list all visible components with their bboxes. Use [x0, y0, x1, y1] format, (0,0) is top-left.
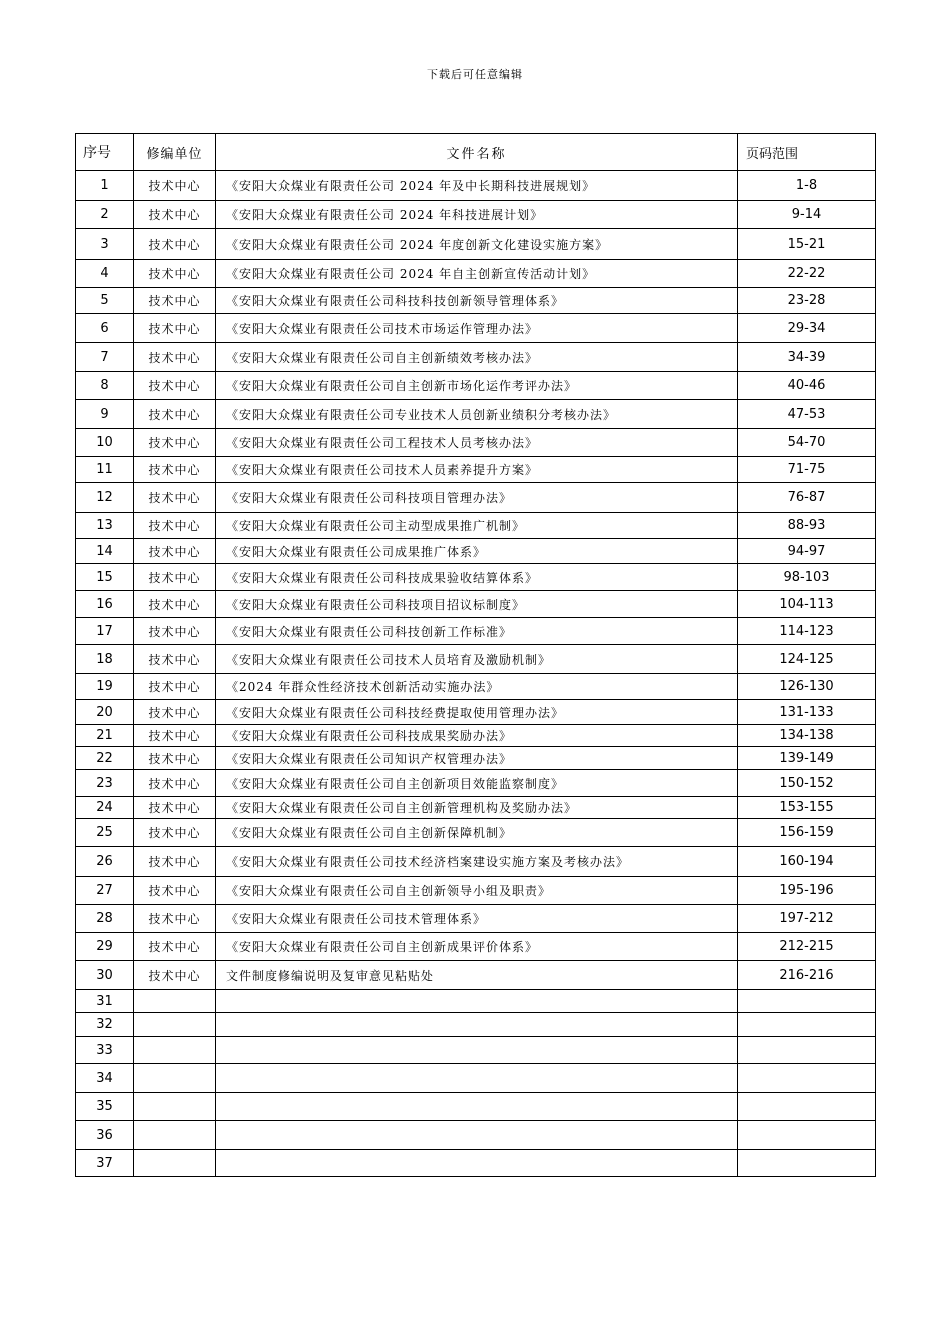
row-serial-number: 15: [76, 564, 134, 591]
row-document-name: 《安阳大众煤业有限责任公司自主创新领导小组及职责》: [216, 877, 738, 905]
row-revising-unit: 技术中心: [134, 171, 216, 201]
header-serial-number: 序号: [76, 134, 134, 171]
row-serial-number: 28: [76, 905, 134, 933]
row-revising-unit: [134, 1093, 216, 1121]
row-page-range: 150-152: [738, 770, 876, 797]
row-document-name: 《安阳大众煤业有限责任公司自主创新项目效能监察制度》: [216, 770, 738, 797]
row-document-name: 《安阳大众煤业有限责任公司成果推广体系》: [216, 539, 738, 564]
row-document-name: 《安阳大众煤业有限责任公司工程技术人员考核办法》: [216, 429, 738, 457]
row-serial-number: 21: [76, 725, 134, 747]
row-revising-unit: 技术中心: [134, 961, 216, 990]
row-page-range: 54-70: [738, 429, 876, 457]
row-document-name: 《安阳大众煤业有限责任公司科技经费提取使用管理办法》: [216, 700, 738, 725]
row-serial-number: 19: [76, 674, 134, 700]
table-row: [76, 905, 876, 933]
row-document-name: 《2024 年群众性经济技术创新活动实施办法》: [216, 674, 738, 700]
row-serial-number: 7: [76, 343, 134, 372]
row-revising-unit: 技术中心: [134, 429, 216, 457]
row-document-name: [216, 1064, 738, 1093]
row-page-range: [738, 1121, 876, 1150]
row-revising-unit: 技术中心: [134, 847, 216, 877]
row-document-name: 《安阳大众煤业有限责任公司科技创新工作标准》: [216, 618, 738, 645]
table-row: [76, 1037, 876, 1064]
row-serial-number: 23: [76, 770, 134, 797]
row-document-name: 《安阳大众煤业有限责任公司科技成果验收结算体系》: [216, 564, 738, 591]
row-page-range: 9-14: [738, 201, 876, 229]
table-row: [76, 797, 876, 819]
row-document-name: 《安阳大众煤业有限责任公司技术市场运作管理办法》: [216, 314, 738, 343]
row-document-name: 《安阳大众煤业有限责任公司自主创新成果评价体系》: [216, 933, 738, 961]
row-revising-unit: 技术中心: [134, 513, 216, 539]
row-serial-number: 2: [76, 201, 134, 229]
table-row: [76, 819, 876, 847]
row-serial-number: 33: [76, 1037, 134, 1064]
table-row: [76, 618, 876, 645]
row-revising-unit: 技术中心: [134, 797, 216, 819]
row-document-name: [216, 1013, 738, 1037]
row-serial-number: 30: [76, 961, 134, 990]
table-row: [76, 990, 876, 1013]
row-page-range: 216-216: [738, 961, 876, 990]
row-revising-unit: 技术中心: [134, 747, 216, 770]
table-row: [76, 877, 876, 905]
row-document-name: 《安阳大众煤业有限责任公司 2024 年度创新文化建设实施方案》: [216, 229, 738, 260]
table-row: [76, 564, 876, 591]
table-row: [76, 314, 876, 343]
row-page-range: 104-113: [738, 591, 876, 618]
row-document-name: 《安阳大众煤业有限责任公司科技科技创新领导管理体系》: [216, 288, 738, 314]
table-row: [76, 343, 876, 372]
row-document-name: 《安阳大众煤业有限责任公司技术人员培育及激励机制》: [216, 645, 738, 674]
row-revising-unit: [134, 1121, 216, 1150]
row-document-name: 《安阳大众煤业有限责任公司主动型成果推广机制》: [216, 513, 738, 539]
row-revising-unit: 技术中心: [134, 372, 216, 400]
row-page-range: 47-53: [738, 400, 876, 429]
table-row: [76, 513, 876, 539]
row-serial-number: 25: [76, 819, 134, 847]
row-page-range: [738, 1150, 876, 1177]
row-revising-unit: [134, 990, 216, 1013]
row-revising-unit: 技术中心: [134, 933, 216, 961]
row-document-name: [216, 1037, 738, 1064]
row-serial-number: 24: [76, 797, 134, 819]
table-row: [76, 260, 876, 288]
row-page-range: 134-138: [738, 725, 876, 747]
row-document-name: 《安阳大众煤业有限责任公司技术经济档案建设实施方案及考核办法》: [216, 847, 738, 877]
row-page-range: 126-130: [738, 674, 876, 700]
header-document-name: 文件名称: [216, 134, 738, 171]
table-row: [76, 429, 876, 457]
table-row: [76, 591, 876, 618]
table-row: [76, 1150, 876, 1177]
table-row: [76, 961, 876, 990]
header-page-range: 页码范围: [738, 134, 876, 171]
row-revising-unit: [134, 1037, 216, 1064]
table-row: [76, 747, 876, 770]
row-serial-number: 32: [76, 1013, 134, 1037]
row-page-range: 114-123: [738, 618, 876, 645]
table-row: [76, 483, 876, 513]
table-row: [76, 770, 876, 797]
row-page-range: 1-8: [738, 171, 876, 201]
row-serial-number: 9: [76, 400, 134, 429]
row-document-name: 《安阳大众煤业有限责任公司技术人员素养提升方案》: [216, 457, 738, 483]
row-document-name: 《安阳大众煤业有限责任公司科技项目管理办法》: [216, 483, 738, 513]
row-page-range: [738, 1037, 876, 1064]
row-document-name: 《安阳大众煤业有限责任公司自主创新保障机制》: [216, 819, 738, 847]
row-document-name: 《安阳大众煤业有限责任公司科技成果奖励办法》: [216, 725, 738, 747]
row-page-range: 139-149: [738, 747, 876, 770]
row-serial-number: 17: [76, 618, 134, 645]
table-row: [76, 539, 876, 564]
row-revising-unit: 技术中心: [134, 483, 216, 513]
row-revising-unit: 技术中心: [134, 400, 216, 429]
row-page-range: 40-46: [738, 372, 876, 400]
row-revising-unit: 技术中心: [134, 770, 216, 797]
row-serial-number: 36: [76, 1121, 134, 1150]
row-page-range: 15-21: [738, 229, 876, 260]
table-row: [76, 288, 876, 314]
row-page-range: 156-159: [738, 819, 876, 847]
row-serial-number: 5: [76, 288, 134, 314]
row-serial-number: 6: [76, 314, 134, 343]
row-revising-unit: 技术中心: [134, 905, 216, 933]
table-row: [76, 847, 876, 877]
row-serial-number: 29: [76, 933, 134, 961]
table-row: [76, 1121, 876, 1150]
row-serial-number: 1: [76, 171, 134, 201]
row-page-range: 195-196: [738, 877, 876, 905]
table-row: [76, 171, 876, 201]
row-page-range: [738, 1093, 876, 1121]
table-row: [76, 933, 876, 961]
table-row: [76, 1013, 876, 1037]
row-page-range: 34-39: [738, 343, 876, 372]
page-header-note: 下载后可任意编辑: [427, 68, 523, 81]
row-serial-number: 35: [76, 1093, 134, 1121]
row-serial-number: 26: [76, 847, 134, 877]
row-document-name: [216, 990, 738, 1013]
row-serial-number: 12: [76, 483, 134, 513]
row-revising-unit: 技术中心: [134, 591, 216, 618]
row-page-range: 160-194: [738, 847, 876, 877]
row-document-name: 《安阳大众煤业有限责任公司 2024 年科技进展计划》: [216, 201, 738, 229]
row-page-range: [738, 1064, 876, 1093]
row-revising-unit: 技术中心: [134, 700, 216, 725]
row-page-range: 197-212: [738, 905, 876, 933]
row-page-range: 94-97: [738, 539, 876, 564]
row-revising-unit: 技术中心: [134, 343, 216, 372]
row-page-range: 71-75: [738, 457, 876, 483]
row-serial-number: 4: [76, 260, 134, 288]
row-revising-unit: 技术中心: [134, 618, 216, 645]
table-row: [76, 229, 876, 260]
row-page-range: 98-103: [738, 564, 876, 591]
row-page-range: [738, 990, 876, 1013]
row-document-name: 《安阳大众煤业有限责任公司知识产权管理办法》: [216, 747, 738, 770]
row-page-range: 153-155: [738, 797, 876, 819]
table-row: [76, 1064, 876, 1093]
table-row: [76, 674, 876, 700]
row-revising-unit: 技术中心: [134, 725, 216, 747]
row-document-name: 《安阳大众煤业有限责任公司自主创新管理机构及奖励办法》: [216, 797, 738, 819]
row-document-name: 《安阳大众煤业有限责任公司 2024 年及中长期科技进展规划》: [216, 171, 738, 201]
table-row: [76, 457, 876, 483]
header-revising-unit: 修编单位: [134, 134, 216, 171]
row-document-name: [216, 1150, 738, 1177]
row-revising-unit: 技术中心: [134, 645, 216, 674]
row-revising-unit: 技术中心: [134, 201, 216, 229]
row-document-name: 《安阳大众煤业有限责任公司 2024 年自主创新宣传活动计划》: [216, 260, 738, 288]
row-revising-unit: 技术中心: [134, 229, 216, 260]
table-row: [76, 372, 876, 400]
row-serial-number: 8: [76, 372, 134, 400]
row-page-range: 22-22: [738, 260, 876, 288]
table-row: [76, 400, 876, 429]
row-revising-unit: 技术中心: [134, 877, 216, 905]
row-page-range: 124-125: [738, 645, 876, 674]
row-serial-number: 14: [76, 539, 134, 564]
row-page-range: [738, 1013, 876, 1037]
row-page-range: 131-133: [738, 700, 876, 725]
row-revising-unit: 技术中心: [134, 457, 216, 483]
row-serial-number: 27: [76, 877, 134, 905]
table-row: [76, 645, 876, 674]
row-revising-unit: 技术中心: [134, 288, 216, 314]
row-revising-unit: 技术中心: [134, 539, 216, 564]
row-serial-number: 37: [76, 1150, 134, 1177]
row-document-name: 《安阳大众煤业有限责任公司技术管理体系》: [216, 905, 738, 933]
row-revising-unit: [134, 1013, 216, 1037]
row-document-name: 《安阳大众煤业有限责任公司专业技术人员创新业绩积分考核办法》: [216, 400, 738, 429]
row-page-range: 23-28: [738, 288, 876, 314]
row-revising-unit: [134, 1150, 216, 1177]
table-row: [76, 725, 876, 747]
row-serial-number: 18: [76, 645, 134, 674]
row-serial-number: 34: [76, 1064, 134, 1093]
row-page-range: 29-34: [738, 314, 876, 343]
row-revising-unit: 技术中心: [134, 564, 216, 591]
document-index-table: [75, 133, 876, 1177]
table-row: [76, 201, 876, 229]
row-page-range: 88-93: [738, 513, 876, 539]
row-serial-number: 20: [76, 700, 134, 725]
row-document-name: [216, 1093, 738, 1121]
row-serial-number: 31: [76, 990, 134, 1013]
row-revising-unit: 技术中心: [134, 819, 216, 847]
row-serial-number: 16: [76, 591, 134, 618]
table-row: [76, 1093, 876, 1121]
row-document-name: 《安阳大众煤业有限责任公司科技项目招议标制度》: [216, 591, 738, 618]
row-serial-number: 11: [76, 457, 134, 483]
row-revising-unit: 技术中心: [134, 314, 216, 343]
row-revising-unit: [134, 1064, 216, 1093]
row-page-range: 76-87: [738, 483, 876, 513]
row-serial-number: 22: [76, 747, 134, 770]
table-header-row: [76, 134, 876, 171]
row-serial-number: 13: [76, 513, 134, 539]
row-page-range: 212-215: [738, 933, 876, 961]
row-revising-unit: 技术中心: [134, 674, 216, 700]
row-serial-number: 3: [76, 229, 134, 260]
row-revising-unit: 技术中心: [134, 260, 216, 288]
row-document-name: 文件制度修编说明及复审意见粘贴处: [216, 961, 738, 990]
row-serial-number: 10: [76, 429, 134, 457]
table-row: [76, 700, 876, 725]
row-document-name: 《安阳大众煤业有限责任公司自主创新市场化运作考评办法》: [216, 372, 738, 400]
row-document-name: 《安阳大众煤业有限责任公司自主创新绩效考核办法》: [216, 343, 738, 372]
row-document-name: [216, 1121, 738, 1150]
